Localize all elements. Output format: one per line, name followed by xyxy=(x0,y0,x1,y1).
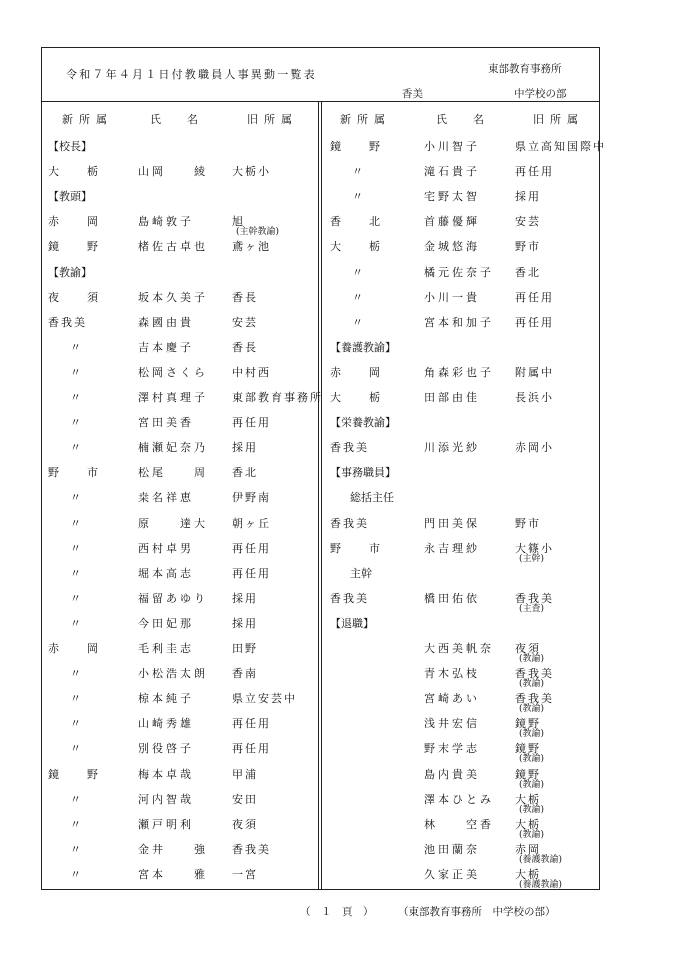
table-row xyxy=(48,163,313,187)
person-name: 福留あゆり xyxy=(138,591,208,605)
table-row xyxy=(48,766,313,790)
right-header-name: 氏名 xyxy=(436,113,510,126)
new-affiliation: 香我美 xyxy=(330,516,369,530)
old-affiliation: 赤岡小 xyxy=(515,441,554,455)
old-position: (養護教諭) xyxy=(519,879,563,890)
footer-label: （東部教育事務所 中学校の部） xyxy=(398,906,556,918)
old-affiliation: 再任用 xyxy=(232,742,271,756)
old-affiliation: 鏡野 xyxy=(515,742,541,756)
section-heading xyxy=(330,414,592,438)
old-affiliation: 東部教育事務所 xyxy=(232,391,323,404)
table-row xyxy=(330,188,592,212)
old-affiliation: 香長 xyxy=(232,290,258,304)
old-affiliation: 県立安芸中 xyxy=(232,692,297,706)
person-name: 西村卓男 xyxy=(138,541,194,555)
table-row xyxy=(48,414,313,438)
person-name: 堀本高志 xyxy=(138,566,194,580)
person-name: 島崎敦子 xyxy=(138,215,194,229)
person-name: 大西美帆奈 xyxy=(424,642,494,655)
person-name: 澤本ひとみ xyxy=(424,792,494,806)
old-position: (教諭) xyxy=(519,754,545,765)
table-row xyxy=(330,163,592,187)
table-row xyxy=(330,238,592,262)
new-affiliation: 〃 xyxy=(70,717,81,731)
page-number: （ １ 頁 ） xyxy=(300,906,374,918)
new-affiliation: 鏡 野 xyxy=(330,140,382,153)
new-affiliation: 野 市 xyxy=(330,541,382,555)
table-row xyxy=(330,515,592,539)
column-divider-inner xyxy=(321,101,322,890)
left-header-name: 氏名 xyxy=(150,113,224,126)
new-affiliation: 赤 岡 xyxy=(48,642,100,655)
section-heading xyxy=(48,188,313,212)
section-label: 【養護教諭】 xyxy=(330,340,396,354)
old-affiliation: 鏡野 xyxy=(515,717,541,731)
new-affiliation: 〃 xyxy=(70,616,81,630)
old-affiliation: 伊野南 xyxy=(232,491,271,505)
person-name: 坂本久美子 xyxy=(138,290,208,304)
person-name: 角森彩也子 xyxy=(424,365,494,379)
person-name: 林 空香 xyxy=(424,817,494,831)
new-affiliation: 大 栃 xyxy=(330,391,382,404)
table-row xyxy=(48,314,313,338)
table-row xyxy=(48,213,313,237)
old-affiliation: 再任用 xyxy=(232,541,271,555)
old-affiliation: 野市 xyxy=(515,240,541,254)
new-affiliation: 野 市 xyxy=(48,466,100,480)
table-row xyxy=(48,389,323,413)
table-row xyxy=(330,540,592,564)
table-row xyxy=(48,791,313,815)
person-name: 久家正美 xyxy=(424,867,480,881)
person-name: 池田蘭奈 xyxy=(424,842,480,856)
new-affiliation: 赤 岡 xyxy=(330,365,382,379)
new-affiliation: 香我美 xyxy=(330,441,369,455)
person-name: 毛利圭志 xyxy=(138,642,194,655)
person-name: 首藤優輝 xyxy=(424,215,480,229)
old-affiliation: 大篠小 xyxy=(515,541,554,555)
person-name: 滝石貴子 xyxy=(424,165,480,179)
person-name: 楮佐古卓也 xyxy=(138,240,208,254)
section-heading xyxy=(48,264,313,288)
old-affiliation: 香我美 xyxy=(515,591,554,605)
person-name: 今田妃那 xyxy=(138,616,194,630)
table-row xyxy=(48,364,313,388)
old-affiliation: 夜須 xyxy=(515,642,541,655)
right-header-old: 旧所属 xyxy=(533,113,584,126)
table-row xyxy=(330,715,592,739)
old-affiliation: 大栃 xyxy=(515,867,541,881)
section-heading xyxy=(330,565,592,589)
office-name: 東部教育事務所 xyxy=(488,63,562,75)
old-affiliation: 香我美 xyxy=(515,692,554,706)
table-row xyxy=(48,615,313,639)
left-header-new: 新所属 xyxy=(62,113,113,126)
document-title: 令和７年４月１日付教職員人事異動一覧表 xyxy=(66,68,317,81)
person-name: 山崎秀雄 xyxy=(138,717,194,731)
old-position: (養護教諭) xyxy=(519,854,563,865)
old-affiliation: 附属中 xyxy=(515,365,554,379)
table-row xyxy=(48,715,313,739)
old-position: (主幹教諭) xyxy=(236,227,280,238)
table-row xyxy=(330,766,592,790)
old-affiliation: 再任用 xyxy=(515,315,554,329)
new-affiliation: 〃 xyxy=(70,842,81,856)
table-row xyxy=(48,289,313,313)
table-row xyxy=(330,590,592,614)
old-position: (主幹) xyxy=(519,553,545,564)
person-name: 椋本純子 xyxy=(138,692,194,706)
table-row xyxy=(48,489,313,513)
column-divider xyxy=(318,101,319,890)
old-affiliation: 香北 xyxy=(232,466,258,480)
person-name: 島内貴美 xyxy=(424,767,480,781)
table-row xyxy=(330,364,592,388)
region-name: 香美 xyxy=(402,88,423,100)
table-row xyxy=(330,138,606,162)
table-row xyxy=(330,264,592,288)
new-affiliation: 〃 xyxy=(352,190,363,204)
old-affiliation: 採用 xyxy=(515,190,541,204)
table-row xyxy=(48,464,313,488)
person-name: 宮本和加子 xyxy=(424,315,494,329)
new-affiliation: 香我美 xyxy=(330,591,369,605)
old-affiliation: 長浜小 xyxy=(515,391,554,404)
person-name: 原 達大 xyxy=(138,516,208,530)
new-affiliation: 大 栃 xyxy=(330,240,382,254)
table-row xyxy=(48,339,313,363)
table-row xyxy=(48,690,313,714)
old-affiliation: 県立高知国際中 xyxy=(515,140,606,153)
table-row xyxy=(48,515,313,539)
old-affiliation: 採用 xyxy=(232,591,258,605)
old-affiliation: 大栃小 xyxy=(232,165,271,179)
person-name: 別役啓子 xyxy=(138,742,194,756)
old-position: (教諭) xyxy=(519,829,545,840)
person-name: 金城悠海 xyxy=(424,240,480,254)
table-row xyxy=(330,314,592,338)
old-position: (教諭) xyxy=(519,679,545,690)
new-affiliation: 香 北 xyxy=(330,215,382,229)
old-position: (教諭) xyxy=(519,729,545,740)
old-affiliation: 再任用 xyxy=(515,165,554,179)
person-name: 橘元佐奈子 xyxy=(424,265,494,279)
person-name: 宮田美香 xyxy=(138,416,194,430)
new-affiliation: 〃 xyxy=(70,591,81,605)
new-affiliation: 〃 xyxy=(352,165,363,179)
new-affiliation: 〃 xyxy=(70,391,81,404)
table-row xyxy=(330,389,592,413)
table-row xyxy=(48,540,313,564)
table-row xyxy=(48,816,313,840)
right-header-new: 新所属 xyxy=(340,113,391,126)
new-affiliation: 〃 xyxy=(352,315,363,329)
person-name: 小川智子 xyxy=(424,140,480,153)
section-heading xyxy=(330,464,592,488)
old-affiliation: 田野 xyxy=(232,642,258,655)
table-row xyxy=(48,841,313,865)
section-heading xyxy=(330,615,592,639)
new-affiliation: 〃 xyxy=(352,290,363,304)
person-name: 野末学志 xyxy=(424,742,480,756)
person-name: 小川一貴 xyxy=(424,290,480,304)
new-affiliation: 〃 xyxy=(70,365,81,379)
new-affiliation: 〃 xyxy=(70,692,81,706)
old-affiliation: 香長 xyxy=(232,340,258,354)
person-name: 山岡 綾 xyxy=(138,165,208,179)
old-position: (教諭) xyxy=(519,654,545,664)
section-heading xyxy=(48,138,313,162)
left-header-old: 旧所属 xyxy=(247,113,298,126)
table-row xyxy=(330,640,592,664)
table-row xyxy=(48,740,313,764)
person-name: 青木弘枝 xyxy=(424,667,480,681)
table-row xyxy=(330,841,592,865)
new-affiliation: 〃 xyxy=(70,441,81,455)
table-row xyxy=(330,665,592,689)
old-affiliation: 中村西 xyxy=(232,365,271,379)
section-label: 【教頭】 xyxy=(48,190,92,204)
new-affiliation: 香我美 xyxy=(48,315,87,329)
new-affiliation: 〃 xyxy=(70,340,81,354)
table-row xyxy=(48,640,313,664)
table-row xyxy=(330,866,592,890)
old-affiliation: 夜須 xyxy=(232,817,258,831)
table-row xyxy=(330,289,592,313)
person-name: 楠瀬妃奈乃 xyxy=(138,441,208,455)
new-affiliation: 〃 xyxy=(70,867,81,881)
old-affiliation: 赤岡 xyxy=(515,842,541,856)
table-row xyxy=(330,740,592,764)
person-name: 桒名祥恵 xyxy=(138,491,194,505)
table-row xyxy=(330,439,592,463)
table-row xyxy=(48,439,313,463)
table-row xyxy=(48,590,313,614)
person-name: 川添光紗 xyxy=(424,441,480,455)
section-heading xyxy=(330,489,592,513)
old-affiliation: 安芸 xyxy=(232,315,258,329)
old-affiliation: 再任用 xyxy=(232,717,271,731)
old-affiliation: 鳶ヶ池 xyxy=(232,240,271,254)
new-affiliation: 〃 xyxy=(70,516,81,530)
new-affiliation: 〃 xyxy=(70,742,81,756)
school-level: 中学校の部 xyxy=(514,88,567,100)
old-affiliation: 採用 xyxy=(232,441,258,455)
new-affiliation: 〃 xyxy=(70,792,81,806)
new-affiliation: 夜 須 xyxy=(48,290,100,304)
section-label: 【校長】 xyxy=(48,140,92,153)
person-name: 宮崎あい xyxy=(424,692,480,706)
table-row xyxy=(330,791,592,815)
new-affiliation: 〃 xyxy=(70,491,81,505)
person-name: 浅井宏信 xyxy=(424,717,480,731)
section-label: 【退職】 xyxy=(330,616,374,630)
new-affiliation: 〃 xyxy=(70,667,81,681)
new-affiliation: 〃 xyxy=(70,566,81,580)
person-name: 森國由貴 xyxy=(138,315,194,329)
section-label: 【栄養教諭】 xyxy=(330,416,396,430)
section-heading xyxy=(330,339,592,363)
new-affiliation: 〃 xyxy=(352,265,363,279)
person-name: 宮本 雅 xyxy=(138,867,208,881)
section-label: 【教諭】 xyxy=(48,265,92,279)
old-affiliation: 鏡野 xyxy=(515,767,541,781)
table-row xyxy=(330,690,592,714)
table-row xyxy=(48,866,313,890)
person-name: 金井 強 xyxy=(138,842,208,856)
new-affiliation: 〃 xyxy=(70,817,81,831)
old-affiliation: 安芸 xyxy=(515,215,541,229)
section-label: 総括主任 xyxy=(350,491,394,505)
table-row xyxy=(48,665,313,689)
person-name: 澤村真理子 xyxy=(138,391,208,404)
old-affiliation: 朝ヶ丘 xyxy=(232,516,271,530)
old-affiliation: 再任用 xyxy=(232,416,271,430)
new-affiliation: 鏡 野 xyxy=(48,240,100,254)
new-affiliation: 大 栃 xyxy=(48,165,100,179)
old-affiliation: 大栃 xyxy=(515,817,541,831)
old-affiliation: 香我美 xyxy=(515,667,554,681)
old-affiliation: 大栃 xyxy=(515,792,541,806)
old-affiliation: 香南 xyxy=(232,667,258,681)
person-name: 永吉理紗 xyxy=(424,541,480,555)
new-affiliation: 〃 xyxy=(70,416,81,430)
person-name: 小松浩太朗 xyxy=(138,667,208,681)
new-affiliation: 赤 岡 xyxy=(48,215,100,229)
old-affiliation: 再任用 xyxy=(515,290,554,304)
old-affiliation: 香我美 xyxy=(232,842,271,856)
old-affiliation: 採用 xyxy=(232,616,258,630)
old-position: (教諭) xyxy=(519,779,545,790)
old-affiliation: 野市 xyxy=(515,516,541,530)
section-label: 【事務職員】 xyxy=(330,466,396,480)
person-name: 門田美保 xyxy=(424,516,480,530)
old-position: (教諭) xyxy=(519,704,545,715)
old-affiliation: 旭 xyxy=(232,215,245,229)
person-name: 松岡さくら xyxy=(138,365,208,379)
person-name: 瀬戸明利 xyxy=(138,817,194,831)
table-row xyxy=(48,238,313,262)
table-row xyxy=(330,816,592,840)
old-affiliation: 香北 xyxy=(515,265,541,279)
table-row xyxy=(330,213,592,237)
table-row xyxy=(48,565,313,589)
person-name: 松尾 周 xyxy=(138,466,208,480)
old-affiliation: 再任用 xyxy=(232,566,271,580)
old-affiliation: 甲浦 xyxy=(232,767,258,781)
old-affiliation: 一宮 xyxy=(232,867,258,881)
old-position: (教諭) xyxy=(519,804,545,815)
old-affiliation: 安田 xyxy=(232,792,258,806)
old-position: (主査) xyxy=(519,603,545,614)
person-name: 吉本慶子 xyxy=(138,340,194,354)
person-name: 宅野太智 xyxy=(424,190,480,204)
new-affiliation: 〃 xyxy=(70,541,81,555)
person-name: 河内智哉 xyxy=(138,792,194,806)
person-name: 田部由佳 xyxy=(424,391,480,404)
section-label: 主幹 xyxy=(350,566,372,580)
new-affiliation: 鏡 野 xyxy=(48,767,100,781)
person-name: 梅本卓哉 xyxy=(138,767,194,781)
person-name: 橋田佑依 xyxy=(424,591,480,605)
